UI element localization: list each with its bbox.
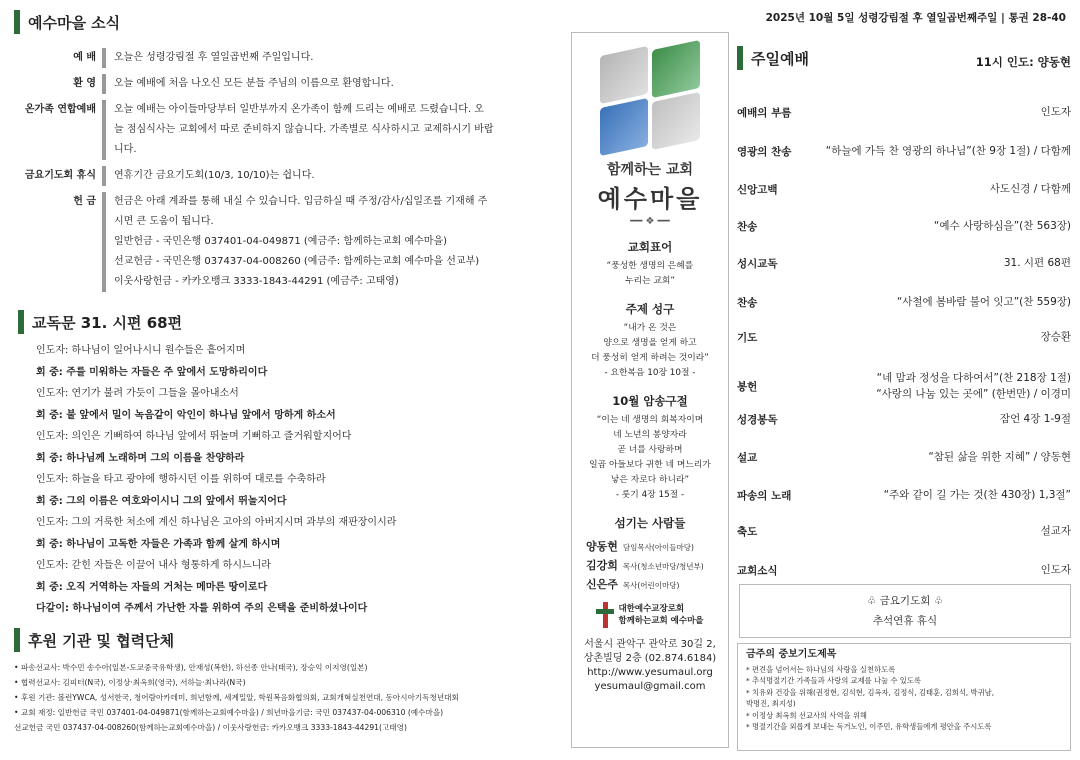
litany-line: 회 중: 불 앞에서 밀이 녹음같이 악인이 하나님 앞에서 망하게 하소서 — [36, 409, 336, 421]
service-item-value-line: 잠언 4장 1-9절 — [999, 413, 1071, 425]
service-item-value — [819, 104, 1071, 120]
ornament-divider: ━━ ❖ ━━ — [630, 216, 670, 227]
litany-line: 인도자: 갇힌 자들은 이끌어 내사 형통하게 하시느니라 — [36, 560, 271, 571]
service-item — [737, 487, 1071, 503]
service-item — [737, 329, 1071, 345]
servant-item — [586, 556, 728, 575]
support-line: • 파송선교사: 박수민 송수아(일본-도쿄중국유학생), 안재성(복한), 하선종 안나(태국), 장승익 이지영(일본) — [14, 663, 368, 672]
litany-line: 회 중: 하나님께 노래하며 그의 이름을 찬양하라 — [36, 452, 245, 464]
servant-name: 양동현 — [586, 540, 618, 553]
memory-title: 10월 암송구절 — [612, 394, 688, 408]
theme-line: 더 풍성히 얻게 하려는 것이라” — [591, 353, 709, 363]
news-item-text — [114, 192, 544, 292]
prayer-line: * 명절기간을 외롭게 보내는 독거노인, 이주민, 유학생들에게 평안을 주시도록 — [746, 722, 992, 731]
theme-text — [572, 321, 728, 381]
service-item-value-line: 31. 시편 68편 — [1003, 257, 1071, 269]
prayer-line: * 치유와 건강을 위해(권정현, 김석현, 김옥자, 김정식, 김태훈, 김희석, 박귀남, — [746, 687, 995, 697]
service-item-value-line: “하늘에 가득 찬 영광의 하나님”(찬 9장 1절) / 다함께 — [825, 145, 1071, 157]
service-item — [737, 562, 1071, 578]
service-item-name: 신앙고백 — [737, 183, 778, 196]
news-item-text — [114, 48, 544, 68]
prayer-list — [746, 664, 1062, 733]
support-line: • 후원 기관: 볼런YWCA, 성서한국, 청어람아카데미, 희년함께, 세계밀알, 학원복음화협의회, 교회개혁실천연대, 동아시아기독청년대회 — [14, 693, 459, 702]
service-item-name: 성시교독 — [737, 257, 778, 270]
service-item-name: 파송의 노래 — [737, 489, 792, 502]
servant-role: 담임목사(아이들마당) — [622, 543, 694, 552]
service-item-value — [819, 143, 1071, 159]
news-item-line: 연휴기간 금요기도회(10/3, 10/10)는 쉽니다. — [114, 170, 315, 181]
service-item — [737, 370, 1071, 402]
church-name: 함께하는교회 예수마을 — [618, 616, 704, 626]
servant-role: 목사(어린이마당) — [622, 581, 680, 590]
motto-line: 누리는 교회” — [625, 276, 675, 286]
address-line: yesumaul@gmail.com — [594, 681, 706, 692]
theme-title: 주제 성구 — [625, 302, 675, 316]
memory-line: “이는 네 생명의 회복자이며 — [596, 415, 704, 425]
litany-section-title — [18, 310, 182, 334]
service-item — [737, 181, 1071, 197]
news-item-line: 오늘 예배에 처음 나오신 모든 분들 주님의 이름으로 환영합니다. — [114, 78, 394, 89]
service-item-value — [819, 294, 1071, 310]
motto-text — [572, 259, 728, 289]
news-section-title — [14, 10, 120, 34]
service-title — [737, 46, 809, 70]
service-item-value-line: “참된 삶을 위한 지혜” / 양동현 — [928, 451, 1071, 463]
news-item — [14, 166, 544, 186]
service-item — [737, 143, 1071, 159]
church-logo — [596, 45, 704, 153]
service-item-value — [819, 329, 1071, 345]
servants-title: 섬기는 사람들 — [614, 516, 686, 530]
service-item-value — [819, 218, 1071, 234]
section-bar — [737, 46, 743, 70]
service-item-name: 봉헌 — [737, 380, 758, 393]
logo-line2: 예수마을 — [597, 185, 703, 213]
address-line: 서울시 관악구 관악로 30길 2, — [584, 639, 716, 650]
news-item-label: 금요기도회 휴식 — [14, 166, 106, 186]
service-item-name: 영광의 찬송 — [737, 145, 792, 158]
theme-line: “내가 온 것은 — [623, 323, 677, 333]
news-item-text — [114, 166, 544, 186]
service-item-value-line: 장승환 — [1040, 331, 1071, 343]
memory-line: 일곱 아들보다 귀한 네 며느리가 — [589, 460, 711, 470]
litany-line: 회 중: 그의 이름은 여호와이시니 그의 앞에서 뛰놀지어다 — [36, 495, 287, 507]
church-mark — [572, 602, 728, 628]
news-item-text — [114, 74, 544, 94]
news-item-line: 일반헌금 - 국민은행 037401-04-049871 (예금주: 함께하는교회 예수마을) — [114, 236, 448, 247]
church-address — [572, 638, 728, 694]
news-item — [14, 74, 544, 94]
servant-name: 김강희 — [586, 559, 618, 572]
prayer-requests-box — [737, 643, 1071, 751]
news-item-line: 헌금은 아래 계좌를 통해 내실 수 있습니다. 입금하실 때 주정/감사/십일조를 기재해 주 — [114, 196, 488, 207]
service-item-value-line: 인도자 — [1040, 106, 1071, 118]
news-item-line: 늘 점심식사는 교회에서 따로 준비하지 않습니다. 가족별로 식사하시고 교제하시기 바랍 — [114, 124, 494, 135]
news-item — [14, 48, 544, 68]
friday-prayer-text: 추석연휴 휴식 — [872, 615, 938, 627]
news-item-text — [114, 100, 544, 160]
motto-title: 교회표어 — [627, 240, 673, 254]
middle-column — [571, 32, 729, 748]
memory-line: - 룻기 4장 15절 - — [615, 490, 685, 500]
litany-line: 인도자: 하나님이 일어나시니 원수들은 흩어지며 — [36, 345, 246, 356]
prayer-line: * 추석명절기간 가족들과 사랑의 교제를 나눌 수 있도록 — [746, 676, 921, 685]
news-item-label: 헌 금 — [14, 192, 106, 292]
service-title-text: 주일예배 — [751, 49, 809, 68]
news-list — [14, 48, 544, 298]
servant-item — [586, 537, 728, 556]
service-item-value — [819, 255, 1071, 271]
service-item-name: 교회소식 — [737, 564, 778, 577]
service-item-name: 성경봉독 — [737, 413, 778, 426]
service-item-value-line: “사철에 봄바람 불어 잇고”(찬 559장) — [896, 296, 1071, 308]
service-item — [737, 104, 1071, 120]
litany-line: 인도자: 연기가 불려 가듯이 그들을 몰아내소서 — [36, 388, 239, 399]
service-item-value-line: 인도자 — [1040, 564, 1071, 576]
news-item-line: 니다. — [114, 144, 137, 155]
service-item — [737, 449, 1071, 465]
news-item-line: 오늘 예배는 아이들마당부터 일반부까지 온가족이 함께 드리는 예배로 드렸습니다. 오 — [114, 104, 484, 115]
memory-line: 곧 너를 사랑하며 — [617, 445, 683, 455]
servant-name: 신은주 — [586, 578, 618, 591]
service-item-value-line: 설교자 — [1040, 525, 1071, 537]
service-item-value-line: “예수 사랑하심을”(찬 563장) — [933, 220, 1071, 232]
support-line: • 협력선교사: 김피터(N국), 이정상·최옥희(영국), 서하늘·최나라(N국) — [14, 678, 246, 687]
friday-prayer-title: ♧ 금요기도회 ♧ — [866, 595, 944, 607]
prayer-line: * 편견을 넘어서는 하나님의 사랑을 실천하도록 — [746, 664, 896, 674]
prayer-line: 박명진, 최지성) — [746, 699, 796, 708]
service-item — [737, 411, 1071, 427]
service-item-value — [819, 449, 1071, 465]
memory-text — [572, 413, 728, 503]
memory-line: 네 노년의 봉양자라 — [613, 430, 687, 440]
litany-title-text: 교독문 31. 시편 68편 — [32, 313, 183, 332]
service-item-name: 기도 — [737, 331, 758, 344]
servants-list — [572, 537, 728, 594]
support-line: 선교헌금 국민 037437-04-008260(함께하는교회예수마을) / 이웃사랑헌금: 카카오뱅크 3333-1843-44291(고태영) — [14, 723, 407, 732]
news-item-label: 환 영 — [14, 74, 106, 94]
litany-line: 다같이: 하나님이여 주께서 가난한 자를 위하여 주의 은택을 준비하셨나이다 — [36, 603, 368, 614]
service-item — [737, 218, 1071, 234]
news-item — [14, 100, 544, 160]
cross-icon — [596, 602, 614, 628]
service-item-value — [819, 370, 1071, 402]
litany-line: 인도자: 하늘을 타고 광야에 행하시던 이를 위하여 대로를 수축하라 — [36, 474, 326, 485]
service-item-value-line: “주와 같이 길 가는 것(찬 430장) 1,3절” — [883, 489, 1071, 501]
news-item-line: 선교헌금 - 국민은행 037437-04-008260 (예금주: 함께하는교회 예수마을 선교부) — [114, 256, 480, 267]
news-item-label: 예 배 — [14, 48, 106, 68]
support-list — [14, 660, 554, 735]
section-bar — [14, 10, 20, 34]
friday-prayer-box — [739, 584, 1071, 638]
motto-line: “풍성한 생명의 은혜를 — [606, 261, 694, 271]
service-item-value — [819, 523, 1071, 539]
service-item-value — [819, 562, 1071, 578]
service-item — [737, 294, 1071, 310]
service-item-name: 예배의 부름 — [737, 106, 792, 119]
litany-lines — [36, 340, 546, 620]
news-item-line: 시면 큰 도움이 됩니다. — [114, 216, 214, 227]
address-line: http://www.yesumaul.org — [587, 667, 713, 678]
service-item-value-line: “사랑의 나눔 있는 곳에” (한번만) / 이경미 — [876, 388, 1071, 400]
service-item-value-line: “네 맘과 정성을 다하여서”(찬 218장 1절) — [876, 372, 1071, 384]
prayer-title: 금주의 중보기도제목 — [746, 649, 837, 660]
memory-line: 낳은 자로다 하니라” — [610, 475, 690, 485]
news-item — [14, 192, 544, 292]
servant-role: 목사(청소년마당/청년부) — [622, 562, 704, 571]
service-item-value — [819, 411, 1071, 427]
support-section-title — [14, 628, 174, 652]
service-item-value-line: 사도신경 / 다함께 — [989, 183, 1071, 195]
servant-item — [586, 575, 728, 594]
support-line: • 교회 재정: 일반헌금 국민 037401-04-049871(함께하는교회예수마을) / 희년마을기금: 국민 037437-04-006310 (예수마을) — [14, 708, 444, 717]
service-item-name: 찬송 — [737, 220, 758, 233]
litany-line: 회 중: 오직 거역하는 자들의 거처는 메마른 땅이로다 — [36, 581, 268, 593]
news-item-line: 이웃사랑헌금 - 카카오뱅크 3333-1843-44291 (예금주: 고태영) — [114, 276, 399, 287]
news-title-text: 예수마을 소식 — [28, 13, 121, 32]
litany-line: 회 중: 주를 미워하는 자들은 주 앞에서 도망하리이다 — [36, 366, 268, 378]
service-item-name: 찬송 — [737, 296, 758, 309]
service-time: 11시 인도: 양동현 — [975, 55, 1071, 69]
service-item — [737, 255, 1071, 271]
prayer-line: * 이정상 최옥희 선교사의 사역을 위해 — [746, 710, 867, 720]
news-item-label: 온가족 연합예배 — [14, 100, 106, 160]
theme-line: - 요한복음 10장 10절 - — [604, 368, 696, 378]
theme-line: 양으로 생명을 얻게 하고 — [603, 338, 697, 348]
litany-line: 인도자: 의인은 기뻐하여 하나님 앞에서 뛰놀며 기뻐하고 즐거워할지어다 — [36, 431, 352, 442]
litany-line: 회 중: 하나님이 고독한 자들은 가족과 함께 살게 하시며 — [36, 538, 281, 550]
support-title-text: 후원 기관 및 협력단체 — [28, 631, 175, 650]
address-line: 상촌빌딩 2층 (02.874.6184) — [583, 653, 717, 664]
news-item-line: 오늘은 성령강림절 후 열일곱번째 주일입니다. — [114, 52, 314, 63]
service-item-value — [819, 487, 1071, 503]
section-bar — [14, 628, 20, 652]
church-denomination: 대한예수교장로회 — [618, 604, 685, 614]
service-item-name: 설교 — [737, 451, 758, 464]
logo-line1: 함께하는 교회 — [606, 162, 694, 178]
section-bar — [18, 310, 24, 334]
litany-line: 인도자: 그의 거룩한 처소에 계신 하나님은 고아의 아버지시며 과부의 재판장이시라 — [36, 517, 397, 528]
service-item-name: 축도 — [737, 525, 758, 538]
bulletin-date-info: 2025년 10월 5일 성령강림절 후 열일곱번째주일 | 통권 28-40 — [765, 12, 1066, 24]
service-item — [737, 523, 1071, 539]
service-item-value — [819, 181, 1071, 197]
